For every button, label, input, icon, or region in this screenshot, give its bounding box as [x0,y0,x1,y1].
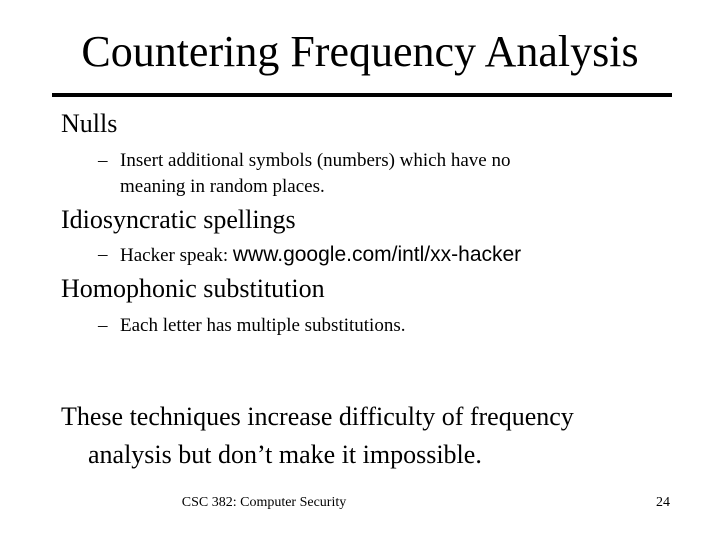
sub-bullet-hacker-speak [61,242,681,269]
sub-bullet-text: Each letter has multiple substitutions. [120,315,406,336]
sub-bullet-text: Insert additional symbols (numbers) which have no [120,150,511,171]
closing-statement [61,398,661,474]
sub-bullet-multiple-substitutions [61,313,681,339]
closing-line-2: analysis but don’t make it impossible. [88,440,482,469]
bullet-homophonic-substitution: Homophonic substitution [61,274,325,303]
title-divider [52,93,672,97]
slide-title: Countering Frequency Analysis [81,27,639,76]
dash-marker: – [98,150,108,171]
slide-number: 24 [656,495,670,510]
bullet-nulls: Nulls [61,109,118,138]
slide-footer: CSC 382: Computer Security [181,495,347,510]
hacker-url: www.google.com/intl/xx-hacker [232,243,522,266]
dash-marker: – [98,315,108,336]
dash-marker: – [98,244,108,265]
bullet-idiosyncratic-spellings: Idiosyncratic spellings [61,205,296,234]
sub-bullet-nulls [61,148,681,200]
sub-bullet-text: Hacker speak: [120,245,233,266]
slide-body [61,106,681,339]
closing-line-1: These techniques increase difficulty of frequency [61,402,574,431]
sub-bullet-text-continued: meaning in random places. [120,176,325,197]
